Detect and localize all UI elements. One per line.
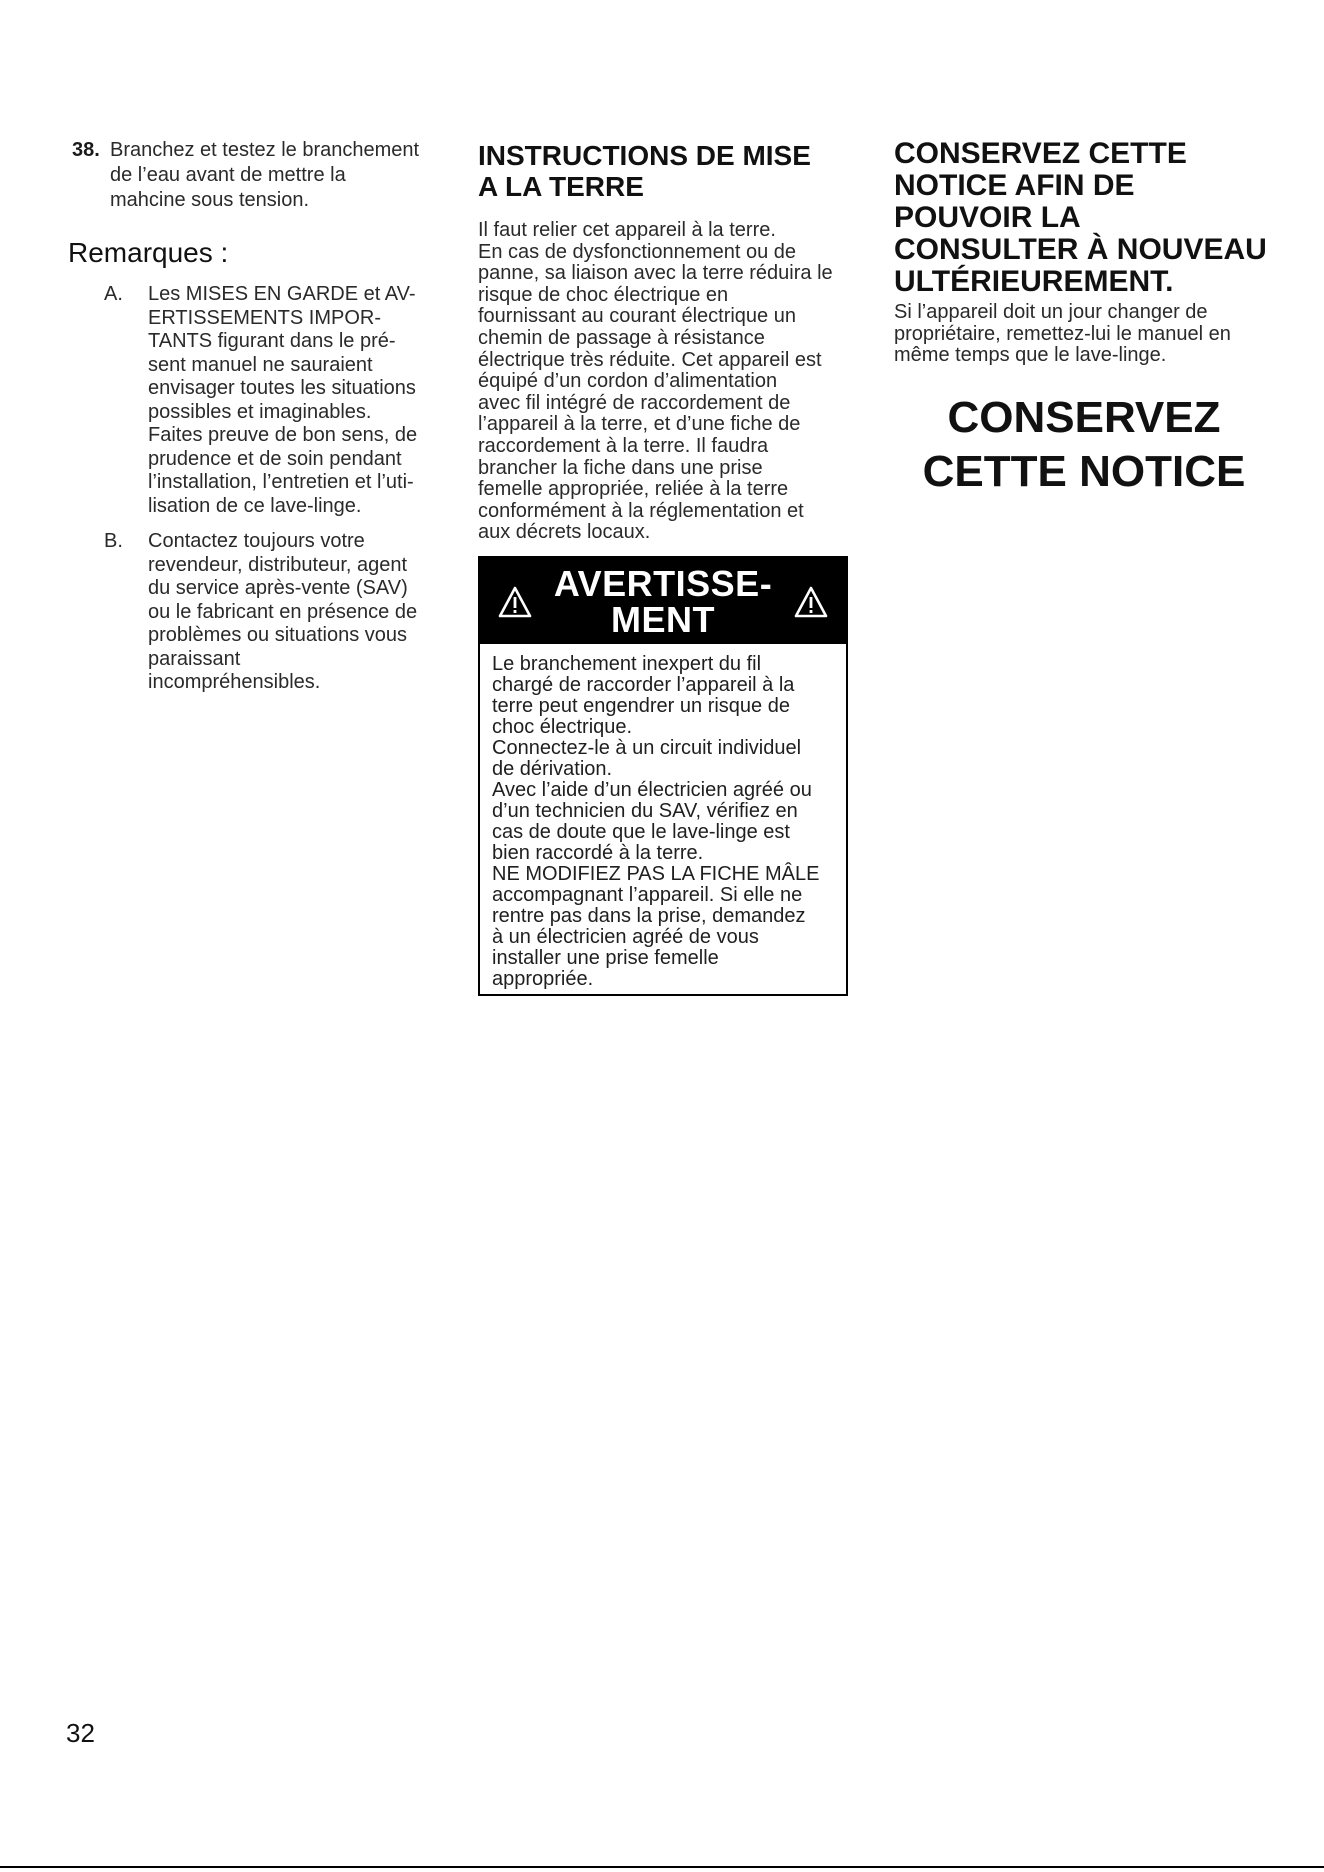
grounding-heading — [478, 140, 848, 202]
note-line: du service après-vente (SAV) — [148, 577, 408, 599]
big-keep-notice — [894, 391, 1274, 499]
note-text — [148, 283, 438, 518]
warning-line: NE MODIFIEZ PAS LA FICHE MÂLE — [492, 862, 820, 885]
body-line: Il faut relier cet appareil à la terre. — [478, 219, 776, 241]
warning-line: terre peut engendrer un risque de — [492, 694, 790, 717]
note-line: revendeur, distributeur, agent — [148, 553, 408, 576]
note-line: l’installation, l’entretien et l’uti- — [148, 471, 414, 493]
note-line: ERTISSEMENTS IMPOR- — [148, 306, 381, 329]
heading-line: CONSERVEZ CETTE — [894, 137, 1187, 170]
warning-line: accompagnant l’appareil. Si elle ne — [492, 883, 803, 906]
note-a — [68, 283, 438, 518]
warning-line: rentre pas dans la prise, demandez — [492, 904, 806, 927]
warning-line: d’un technicien du SAV, vérifiez en — [492, 799, 798, 822]
heading-line: INSTRUCTIONS DE MISE — [478, 140, 811, 171]
warning-line: appropriée. — [492, 967, 594, 990]
warning-line: chargé de raccorder l’appareil à la — [492, 673, 795, 696]
warning-line: cas de doute que le lave-linge est — [492, 820, 790, 843]
body-line: femelle appropriée, reliée à la terre — [478, 478, 789, 501]
step-line: de l’eau avant de mettre la — [110, 164, 346, 186]
body-line: fournissant au courant électrique un — [478, 305, 796, 328]
remarks-heading: Remarques : — [68, 237, 229, 268]
body-line: risque de choc électrique en — [478, 283, 729, 306]
warning-triangle-icon — [794, 586, 828, 618]
note-line: ou le fabricant en présence de — [148, 600, 418, 623]
warning-title-line: AVERTISSE- — [553, 562, 773, 604]
big-notice-line: CETTE NOTICE — [922, 446, 1246, 496]
note-b — [68, 530, 438, 695]
body-line: Si l’appareil doit un jour changer de — [894, 301, 1208, 323]
warning-line: Avec l’aide d’un électricien agréé ou — [492, 778, 812, 801]
note-line: envisager toutes les situations — [148, 377, 416, 399]
bottom-rule — [0, 1866, 1324, 1868]
body-line: propriétaire, remettez-lui le manuel en — [894, 322, 1231, 345]
big-notice-line: CONSERVEZ — [947, 392, 1221, 442]
note-line: Contactez toujours votre — [148, 530, 365, 552]
heading-line: CONSULTER À NOUVEAU — [894, 233, 1267, 266]
heading-line: ULTÉRIEUREMENT. — [894, 265, 1174, 298]
body-line: aux décrets locaux. — [478, 521, 651, 544]
grounding-body — [478, 220, 848, 544]
body-line: avec fil intégré de raccordement de — [478, 391, 791, 414]
warning-header — [480, 558, 846, 644]
heading-line: NOTICE AFIN DE — [894, 169, 1135, 202]
step-line: Branchez et testez le branchement — [110, 139, 420, 161]
step-number: 38. — [72, 139, 100, 161]
note-line: lisation de ce lave-linge. — [148, 494, 362, 517]
body-line: brancher la fiche dans une prise — [478, 456, 763, 479]
right-column — [894, 138, 1274, 499]
warning-box — [478, 556, 848, 996]
warning-line: Connectez-le à un circuit individuel — [492, 736, 802, 759]
page-number: 32 — [66, 1718, 95, 1748]
warning-line: installer une prise femelle — [492, 946, 719, 969]
warning-line: à un électricien agréé de vous — [492, 925, 759, 948]
body-line: même temps que le lave-linge. — [894, 344, 1167, 367]
note-letter: B. — [104, 530, 123, 552]
note-line: Faites preuve de bon sens, de — [148, 424, 418, 446]
heading-line: A LA TERRE — [478, 171, 644, 202]
warning-line: de dérivation. — [492, 757, 613, 780]
heading-line: POUVOIR LA — [894, 201, 1081, 234]
warning-line: bien raccordé à la terre. — [492, 841, 704, 864]
note-line: TANTS figurant dans le pré- — [148, 330, 396, 352]
left-column — [68, 138, 438, 707]
note-line: problèmes ou situations vous — [148, 624, 408, 646]
step-text — [110, 138, 419, 213]
warning-line: Le branchement inexpert du fil — [492, 652, 762, 675]
body-line: chemin de passage à résistance — [478, 326, 765, 349]
warning-line: choc électrique. — [492, 715, 633, 738]
note-line: sent manuel ne sauraient — [148, 353, 373, 376]
warning-title-line: MENT — [611, 598, 715, 640]
keep-notice-heading — [894, 138, 1274, 298]
note-line: incompréhensibles. — [148, 671, 321, 693]
note-letter: A. — [104, 283, 123, 305]
step-line: mahcine sous tension. — [110, 189, 310, 211]
note-line: paraissant — [148, 647, 241, 670]
body-line: conformément à la réglementation et — [478, 499, 804, 522]
body-line: équipé d’un cordon d’alimentation — [478, 370, 778, 393]
middle-column — [478, 138, 848, 996]
body-line: panne, sa liaison avec la terre réduira le — [478, 262, 833, 285]
body-line: l’appareil à la terre, et d’une fiche de — [478, 413, 801, 436]
body-line: électrique très réduite. Cet appareil est — [478, 348, 822, 371]
step-38 — [68, 138, 438, 213]
warning-body — [480, 644, 846, 994]
keep-notice-body — [894, 302, 1274, 367]
body-line: En cas de dysfonctionnement ou de — [478, 240, 796, 263]
warning-triangle-icon — [498, 586, 532, 618]
warning-title — [552, 562, 774, 640]
body-line: raccordement à la terre. Il faudra — [478, 434, 769, 457]
note-text — [148, 530, 438, 695]
note-line: possibles et imaginables. — [148, 400, 372, 423]
note-line: prudence et de soin pendant — [148, 447, 402, 470]
note-line: Les MISES EN GARDE et AV- — [148, 283, 416, 305]
